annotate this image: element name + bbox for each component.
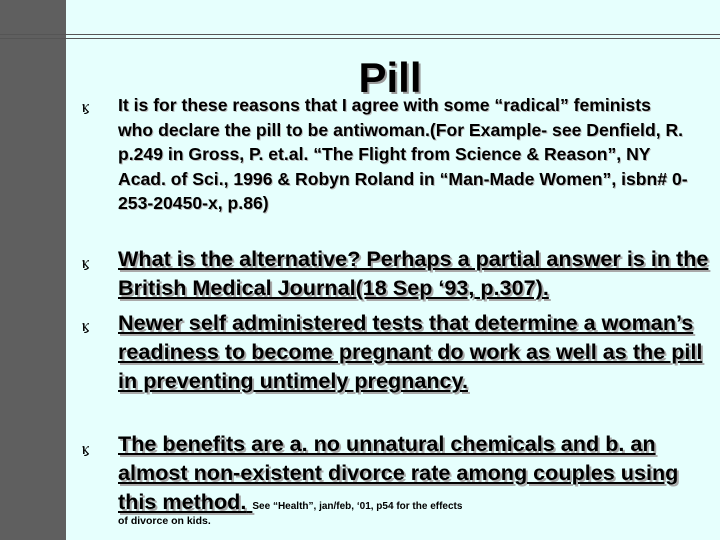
header-rule-top	[0, 34, 720, 35]
bullet-text-2: What is the alternative? Perhaps a partial answer is in the British Medical Journal(18 Sep ‘93, p.307).	[118, 246, 709, 300]
footnote-continuation: of divorce on kids.	[118, 515, 211, 527]
bullet-text-3: Newer self administered tests that determine a woman’s readiness to become pregnant do work as well as the pill in preventing untimely pregnancy.	[118, 310, 703, 393]
footnote-inline: See “Health”, jan/feb, ‘01, p54 for the effects	[252, 501, 463, 512]
script-bullet-icon: ⳤ	[82, 252, 90, 272]
bullet-text-4-main: The benefits are a. no unnatural chemicals and b. an almost non-existent divorce rate among couples using this method.	[118, 431, 679, 514]
script-bullet-icon: ⳤ	[82, 438, 90, 458]
script-bullet-icon: ⳤ	[82, 315, 90, 335]
script-bullet-icon: ⳤ	[82, 96, 90, 116]
bullet-text-4	[118, 429, 718, 521]
header-rule-bottom	[0, 38, 720, 39]
bullet-text-1: It is for these reasons that I agree with some “radical” feminists who declare the pill to be antiwoman.(For Example- see Denfield, R. p.249 in Gross, P. et.al. “The Flight from Science & Reason”, NY Acad. of Sci., 1996 & Robyn Roland in “Man-Made Women”, isbn# 0-253-20450-x, p.86)	[118, 95, 688, 213]
slide-title: Pill	[358, 54, 422, 101]
